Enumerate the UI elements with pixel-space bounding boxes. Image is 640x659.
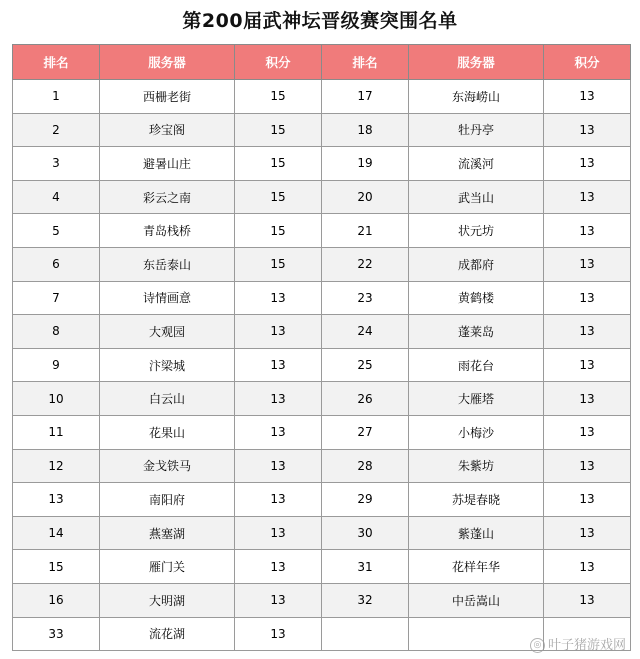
server-name-cell: 黄鹤楼 [409,281,544,315]
score-cell: 13 [544,382,631,416]
table-row [13,180,631,214]
rank-cell: 29 [322,483,409,517]
server-name-cell: 花样年华 [409,550,544,584]
table-body [13,80,631,651]
watermark [530,634,626,653]
ranking-table [12,44,631,651]
table-row [13,348,631,382]
watermark-text: 叶子猪游戏网 [547,638,626,653]
header-rank-right: 排名 [322,45,409,80]
score-cell: 13 [544,180,631,214]
rank-cell: 7 [13,281,100,315]
rank-cell: 26 [322,382,409,416]
rank-cell: 13 [13,483,100,517]
server-name-cell: 大观园 [100,315,235,349]
rank-cell: 9 [13,348,100,382]
rank-cell: 18 [322,113,409,147]
table-row [13,382,631,416]
rank-cell: 12 [13,449,100,483]
table-row [13,147,631,181]
rank-cell: 2 [13,113,100,147]
page-title: 第200届武神坛晋级赛突围名单 [182,10,458,32]
table-row [13,550,631,584]
rank-cell: 32 [322,583,409,617]
server-name-cell: 珍宝阁 [100,113,235,147]
score-cell: 15 [235,147,322,181]
score-cell: 13 [235,550,322,584]
score-cell: 13 [235,583,322,617]
table-row [13,516,631,550]
score-cell: 13 [544,449,631,483]
header-server-right: 服务器 [409,45,544,80]
score-cell: 13 [544,415,631,449]
server-name-cell: 流溪河 [409,147,544,181]
score-cell: 13 [544,80,631,114]
score-cell: 15 [235,113,322,147]
server-name-cell: 诗情画意 [100,281,235,315]
score-cell: 13 [544,550,631,584]
server-name-cell: 青岛栈桥 [100,214,235,248]
score-cell: 13 [235,315,322,349]
rank-cell: 11 [13,415,100,449]
server-name-cell: 白云山 [100,382,235,416]
server-name-cell: 燕塞湖 [100,516,235,550]
rank-cell: 21 [322,214,409,248]
score-cell: 13 [544,348,631,382]
score-cell: 13 [235,483,322,517]
header-score-left: 积分 [235,45,322,80]
server-name-cell: 小梅沙 [409,415,544,449]
rank-cell: 1 [13,80,100,114]
rank-cell: 24 [322,315,409,349]
table-header [13,45,631,80]
server-name-cell: 东海崂山 [409,80,544,114]
score-cell: 13 [544,147,631,181]
rank-cell: 10 [13,382,100,416]
score-cell: 15 [235,80,322,114]
score-cell: 15 [235,247,322,281]
score-cell: 13 [544,315,631,349]
rank-cell: 3 [13,147,100,181]
rank-cell: 20 [322,180,409,214]
score-cell: 13 [544,483,631,517]
rank-cell: 19 [322,147,409,181]
rank-cell: 17 [322,80,409,114]
server-name-cell: 朱紫坊 [409,449,544,483]
server-name-cell: 雨花台 [409,348,544,382]
table-row [13,214,631,248]
header-score-right: 积分 [544,45,631,80]
server-name-cell: 中岳嵩山 [409,583,544,617]
rank-cell: 28 [322,449,409,483]
rank-cell: 6 [13,247,100,281]
server-name-cell: 紫蓬山 [409,516,544,550]
header-row [13,45,631,80]
score-cell: 13 [544,516,631,550]
table-row [13,80,631,114]
server-name-cell: 大雁塔 [409,382,544,416]
server-name-cell [409,617,544,651]
server-name-cell: 花果山 [100,415,235,449]
header-rank-left: 排名 [13,45,100,80]
rank-cell [322,617,409,651]
table-row [13,415,631,449]
score-cell: 13 [235,415,322,449]
rank-cell: 16 [13,583,100,617]
table-row [13,113,631,147]
score-cell: 13 [544,214,631,248]
table-row [13,583,631,617]
score-cell: 13 [544,113,631,147]
table-row [13,483,631,517]
rank-cell: 27 [322,415,409,449]
rank-cell: 5 [13,214,100,248]
server-name-cell: 牡丹亭 [409,113,544,147]
rank-cell: 30 [322,516,409,550]
score-cell: 13 [544,281,631,315]
server-name-cell: 东岳泰山 [100,247,235,281]
server-name-cell: 蓬莱岛 [409,315,544,349]
rank-cell: 23 [322,281,409,315]
score-cell: 13 [544,583,631,617]
table-row [13,247,631,281]
rank-cell: 33 [13,617,100,651]
rank-cell: 14 [13,516,100,550]
score-cell: 13 [235,449,322,483]
score-cell: 13 [235,348,322,382]
score-cell: 13 [235,382,322,416]
server-name-cell: 西栅老街 [100,80,235,114]
score-cell: 13 [235,516,322,550]
rank-cell: 31 [322,550,409,584]
score-cell: 13 [235,617,322,651]
weibo-style-icon: ◎ [530,638,545,653]
server-name-cell: 成都府 [409,247,544,281]
score-cell: 13 [235,281,322,315]
rank-cell: 25 [322,348,409,382]
server-name-cell: 避暑山庄 [100,147,235,181]
server-name-cell: 南阳府 [100,483,235,517]
score-cell: 15 [235,180,322,214]
server-name-cell: 汴梁城 [100,348,235,382]
rank-cell: 4 [13,180,100,214]
rank-cell: 15 [13,550,100,584]
server-name-cell: 状元坊 [409,214,544,248]
table-row [13,449,631,483]
rank-cell: 8 [13,315,100,349]
server-name-cell: 雁门关 [100,550,235,584]
server-name-cell: 武当山 [409,180,544,214]
rank-cell: 22 [322,247,409,281]
score-cell: 13 [544,247,631,281]
table-row [13,281,631,315]
server-name-cell: 苏堤春晓 [409,483,544,517]
server-name-cell: 彩云之南 [100,180,235,214]
server-name-cell: 金戈铁马 [100,449,235,483]
server-name-cell: 大明湖 [100,583,235,617]
server-name-cell: 流花湖 [100,617,235,651]
header-server-left: 服务器 [100,45,235,80]
score-cell: 15 [235,214,322,248]
table-row [13,315,631,349]
